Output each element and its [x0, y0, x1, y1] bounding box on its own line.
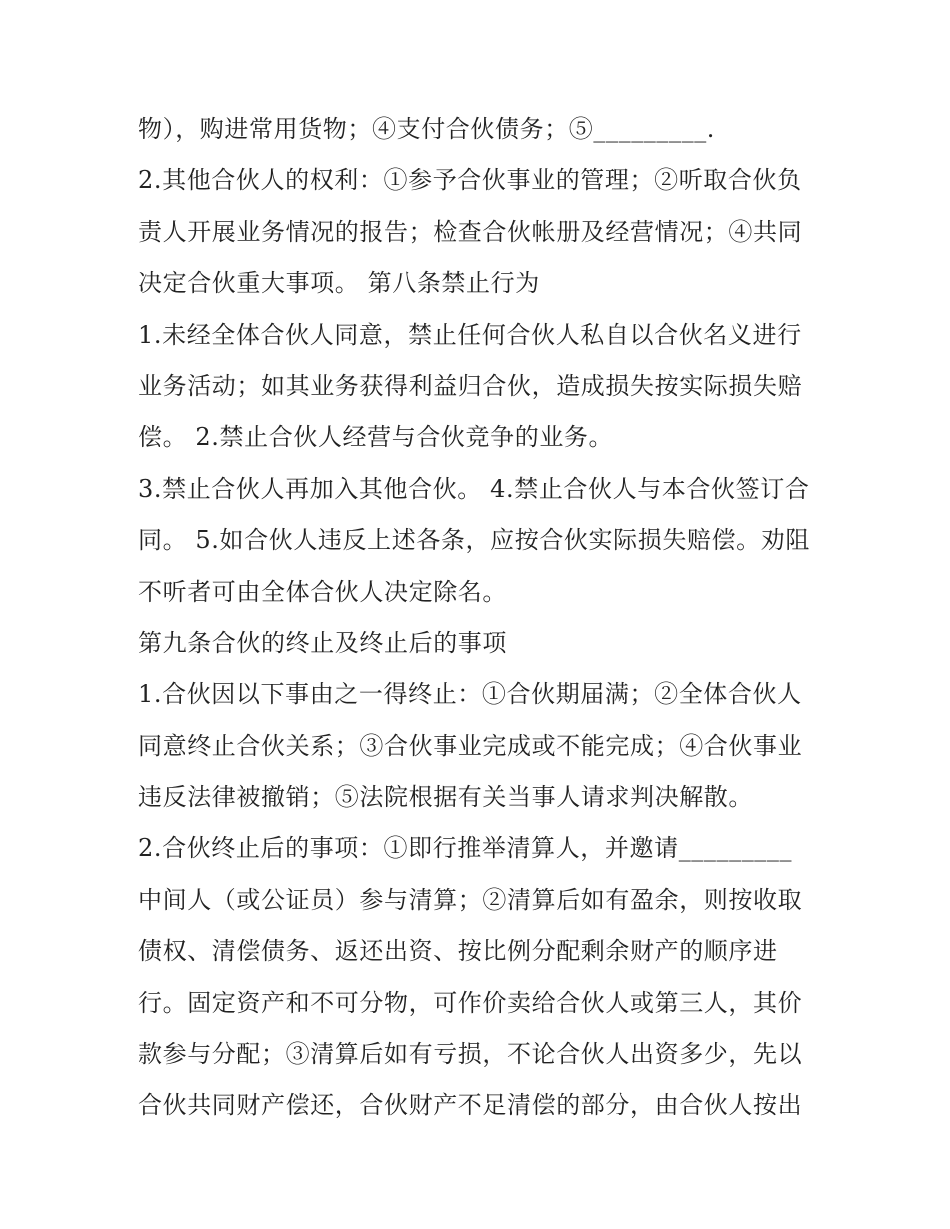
text-line: 3.禁止合伙人再加入其他合伙。 4.禁止合伙人与本合伙签订合	[138, 474, 810, 503]
text-line: 不听者可由全体合伙人决定除名。	[138, 577, 507, 606]
text-line: 2.其他合伙人的权利：①参予合伙事业的管理；②听取合伙负	[138, 166, 802, 195]
section-heading: 第九条合伙的终止及终止后的事项	[138, 628, 507, 657]
text-line: 责人开展业务情况的报告；检查合伙帐册及经营情况；④共同	[138, 217, 803, 246]
section-heading-line: 决定合伙重大事项。 第八条禁止行为	[138, 269, 540, 298]
text-line: 债权、清偿债务、返还出资、按比例分配剩余财产的顺序进	[138, 937, 778, 966]
document-body	[138, 104, 818, 1132]
text-line: 合伙共同财产偿还，合伙财产不足清偿的部分，由合伙人按出	[138, 1091, 803, 1120]
text-line: 1.未经全体合伙人同意，禁止任何合伙人私自以合伙名义进行	[138, 320, 802, 349]
text-line: 业务活动；如其业务获得利益归合伙，造成损失按实际损失赔	[138, 371, 803, 400]
text-line: 违反法律被撤销；⑤法院根据有关当事人请求判决解散。	[138, 783, 753, 812]
text-line: 物），购进常用货物；④支付合伙债务；⑤_________.	[138, 115, 716, 143]
text-line: 1.合伙因以下事由之一得终止：①合伙期届满；②全体合伙人	[138, 680, 802, 709]
text-line: 2.合伙终止后的事项：①即行推举清算人，并邀请_________	[138, 834, 793, 863]
text-line: 偿。 2.禁止合伙人经营与合伙竞争的业务。	[138, 423, 614, 452]
text-line: 款参与分配；③清算后如有亏损，不论合伙人出资多少，先以	[138, 1040, 803, 1069]
text-line: 中间人（或公证员）参与清算；②清算后如有盈余，则按收取	[138, 885, 803, 914]
text-line: 行。固定资产和不可分物，可作价卖给合伙人或第三人，其价	[138, 988, 803, 1017]
text-line: 同意终止合伙关系；③合伙事业完成或不能完成；④合伙事业	[138, 731, 803, 760]
text-line: 同。 5.如合伙人违反上述各条，应按合伙实际损失赔偿。劝阻	[138, 526, 810, 555]
